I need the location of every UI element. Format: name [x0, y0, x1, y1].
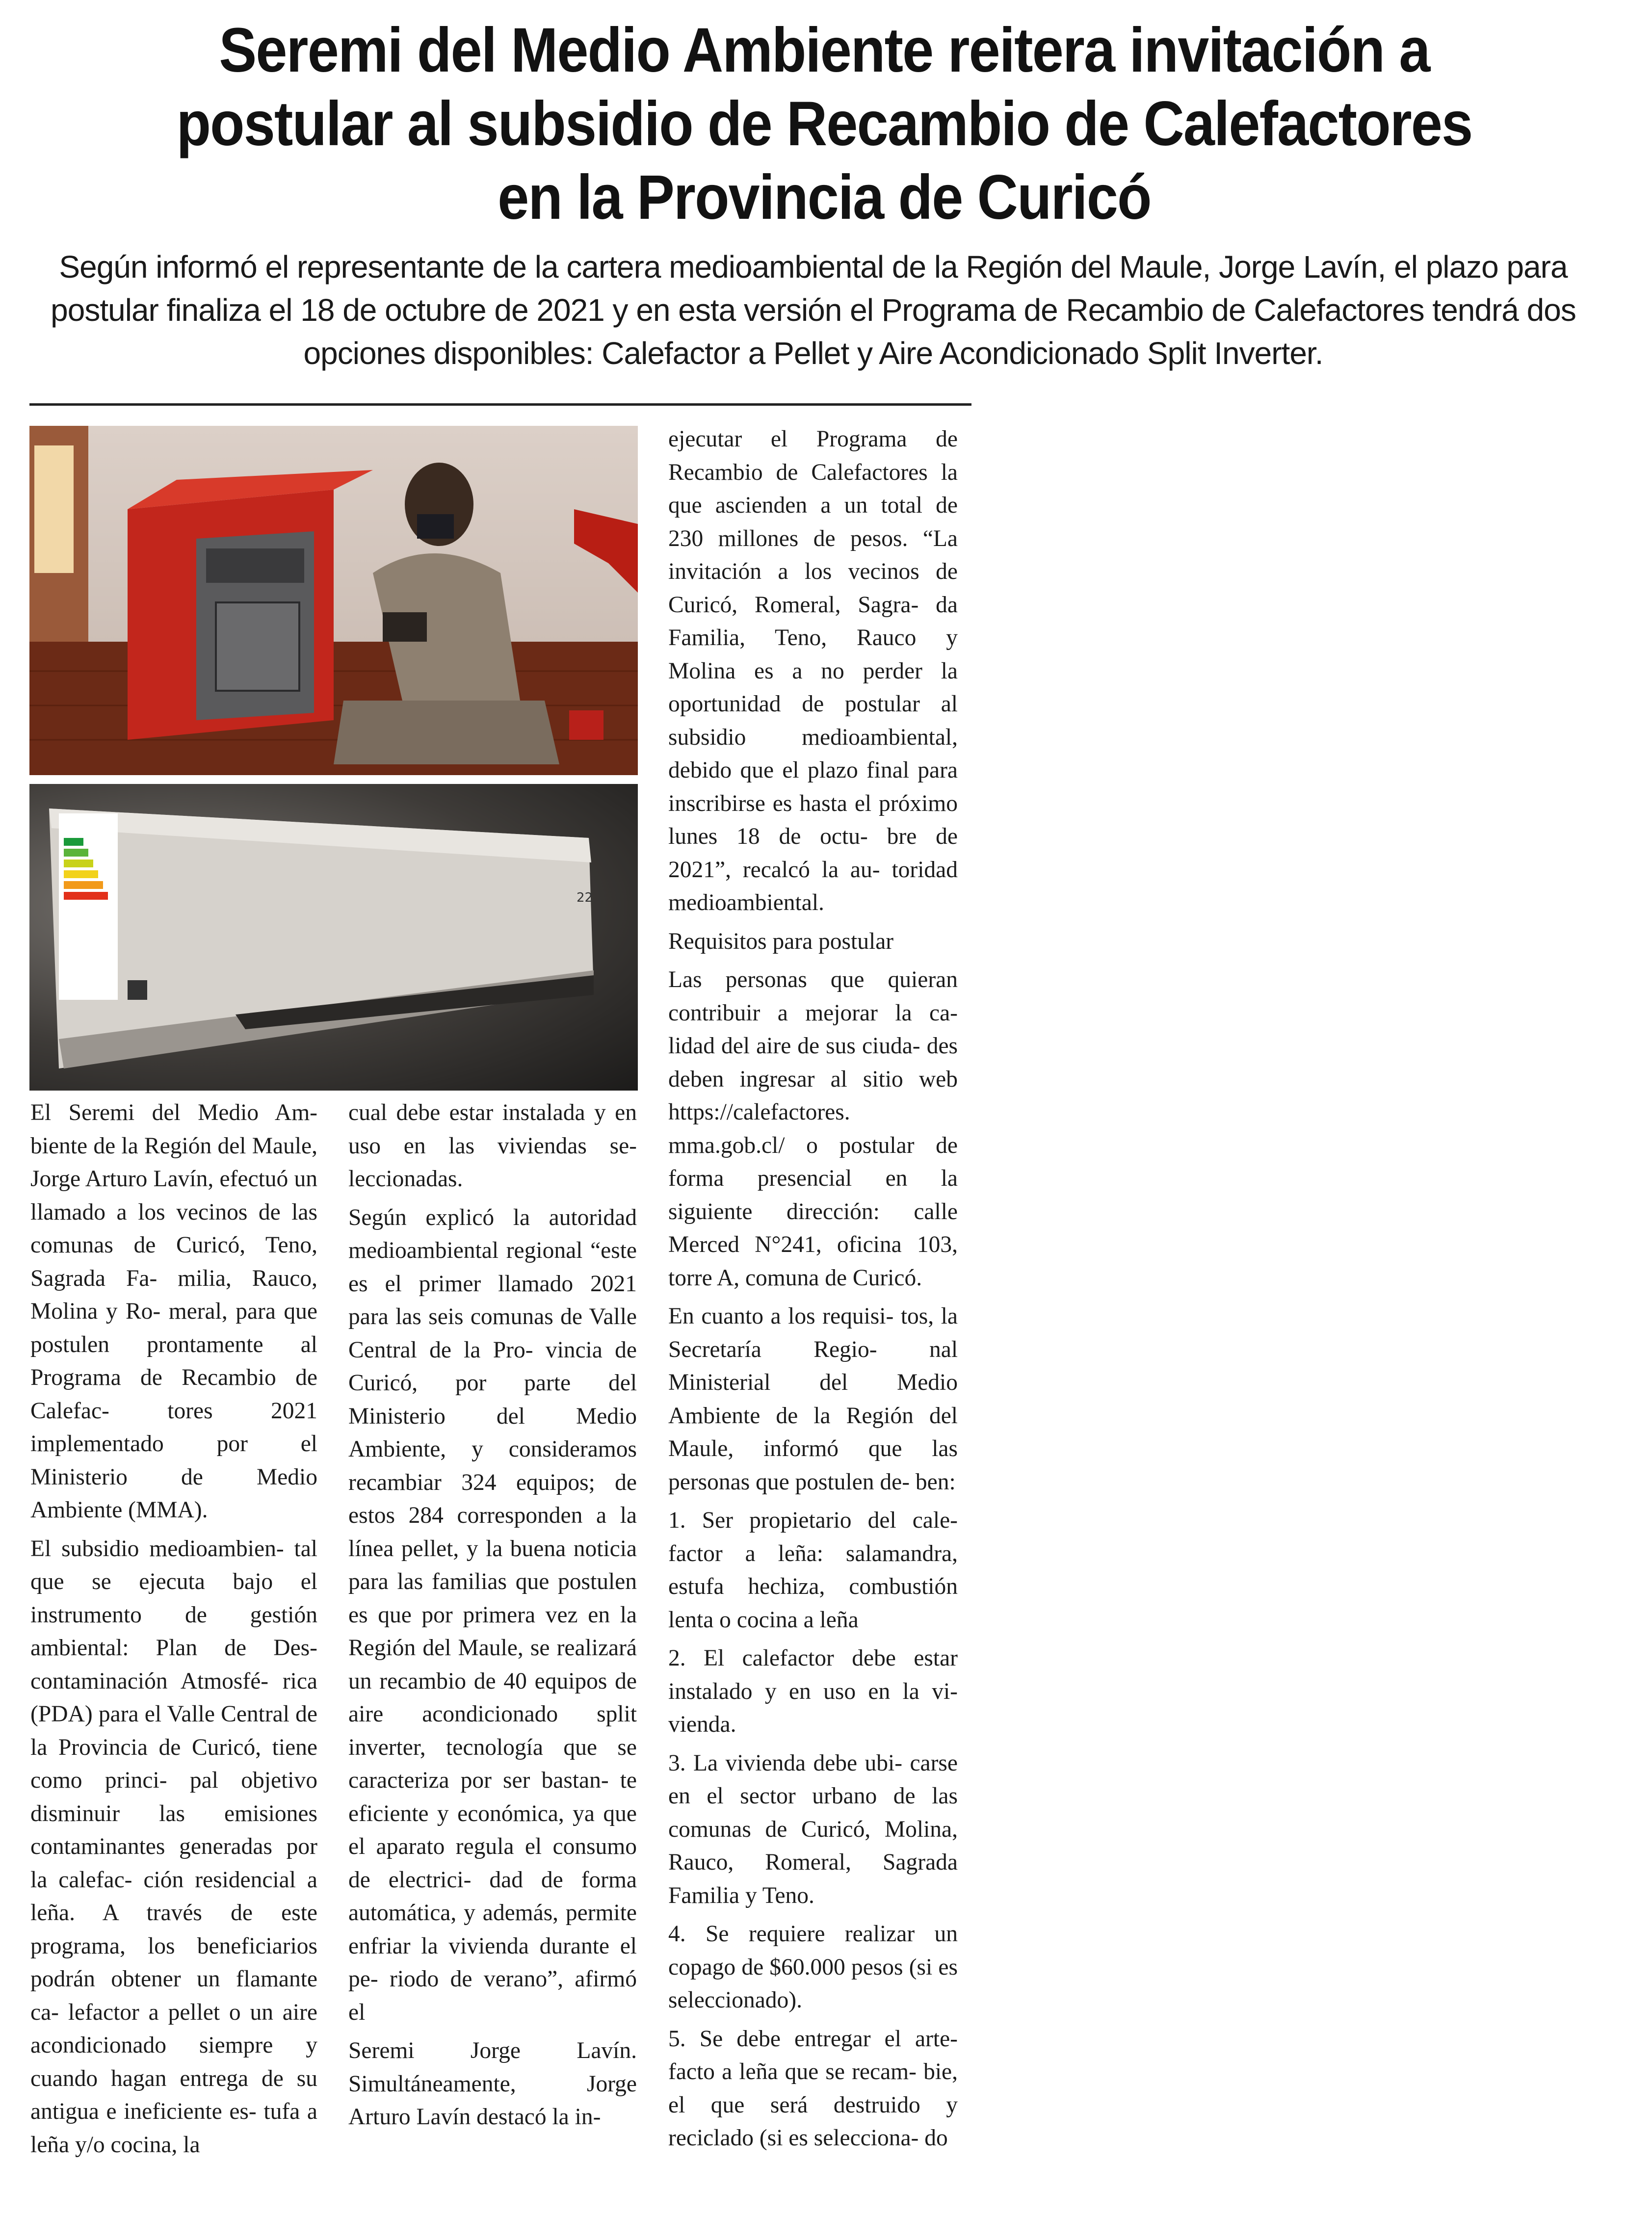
divider-rule	[29, 403, 971, 406]
subheadline-line: opciones disponibles: Calefactor a Pellet y Aire Acondicionado Split Inverter.	[303, 336, 1323, 371]
requirement-item: 1. Ser propietario del cale- factor a leña: salamandra, estufa hechiza, combustión lenta o cocina a leña	[668, 1508, 958, 1633]
air-conditioner-photo	[29, 784, 638, 1091]
requirement-item: 3. La vivienda debe ubi- carse en el sector urbano de las comunas de Curicó, Molina, Rauco, Romeral, Sagrada Familia y Teno.	[668, 1750, 958, 1908]
paragraph: El subsidio medioambien- tal que se ejecuta bajo el instrumento de gestión ambiental: Plan de Des- contaminación Atmosfé- rica (PDA) para el Valle Central de la Provincia de Curicó, tiene como princi- pal objetivo disminuir las emisiones contaminantes generadas por la calefac- ción residencial a leña. A través de este programa, los beneficiarios podrán obtener un flamante ca- lefactor a pellet o un aire acondicionado siempre y cuando hagan entrega de su antigua e ineficiente es- tufa a leña y/o cocina, la	[30, 1536, 318, 2158]
subheadline	[27, 245, 1600, 375]
paragraph: Las personas que quieran contribuir a mejorar la ca- lidad del aire de sus ciuda- des deben ingresar al sitio web https://calefactores. mma.gob.cl/ o postular de forma presencial en la siguiente dirección: calle Merced N°241, oficina 103, torre A, comuna de Curicó.	[668, 967, 958, 1291]
svg-text:22: 22	[577, 890, 593, 905]
air-conditioner-illustration	[29, 784, 638, 1091]
headline-line: postular al subsidio de Recambio de Calefactores	[176, 89, 1472, 159]
paragraph: cual debe estar instalada y en uso en las viviendas se- leccionadas.	[348, 1100, 637, 1192]
paragraph: Seremi Jorge Lavín. Simultáneamente, Jorge Arturo Lavín destacó la in-	[348, 2038, 637, 2130]
paragraph: El Seremi del Medio Am- biente de la Región del Maule, Jorge Arturo Lavín, efectuó un llamado a los vecinos de las comunas de Curicó, Teno, Sagrada Fa- milia, Rauco, Molina y Ro- meral, para que postulen prontamente al Programa de Recambio de Calefac- tores 2021 implementado por el Ministerio de Medio Ambiente (MMA).	[30, 1100, 318, 1523]
article-column-1	[30, 1096, 317, 2162]
pellet-stove-photo	[29, 426, 638, 775]
headline-line: en la Provincia de Curicó	[498, 162, 1151, 233]
paragraph: ejecutar el Programa de Recambio de Calefactores la que ascienden a un total de 230 millones de pesos. “La invitación a los vecinos de Curicó, Romeral, Sagra- da Familia, Teno, Rauco y Molina es a no perder la oportunidad de postular al subsidio medioambiental, debido que el plazo final para inscribirse es hasta el próximo lunes 18 de octu- bre de 2021”, recalcó la au- toridad medioambiental.	[668, 426, 958, 915]
article-column-3	[668, 423, 958, 2155]
subheadline-line: Según informó el representante de la cartera medioambiental de la Región del Maule, Jorge Lavín, el plazo para	[59, 249, 1568, 285]
requirement-item: 2. El calefactor debe estar instalado y en uso en la vi- vienda.	[668, 1645, 958, 1737]
headline	[118, 14, 1531, 235]
paragraph: Según explicó la autoridad medioambiental regional “este es el primer llamado 2021 para las seis comunas de Valle Central de la Pro- vincia de Curicó, por parte del Ministerio del Medio Ambiente, y consideramos recambiar 324 equipos; de estos 284 corresponden a la línea pellet, y la buena noticia para las familias que postulen es que por primera vez en la Región del Maule, se realizará un recambio de 40 equipos de aire acondicionado split inverter, tecnología que se caracteriza por ser bastan- te eficiente y económica, ya que el aparato regula el consumo de electrici- dad de forma automática, y además, permite enfriar la vivienda durante el pe- riodo de verano”, afirmó el	[348, 1204, 637, 2025]
article-column-2	[348, 1096, 637, 2134]
headline-line: Seremi del Medio Ambiente reitera invitación a	[219, 15, 1430, 85]
pellet-stove-illustration	[29, 426, 638, 775]
requirement-item: 5. Se debe entregar el arte- facto a leña que se recam- bie, el que será destruido y reciclado (si es selecciona- do	[668, 2026, 958, 2151]
subheadline-line: postular finaliza el 18 de octubre de 2021 y en esta versión el Programa de Recambio de Calefactores tendrá dos	[51, 292, 1576, 328]
requirement-item: 4. Se requiere realizar un copago de $60.000 pesos (si es seleccionado).	[668, 1921, 958, 2013]
section-subheading: Requisitos para postular	[668, 928, 894, 954]
paragraph: En cuanto a los requisi- tos, la Secretaría Regio- nal Ministerial del Medio Ambiente de la Región del Maule, informó que las personas que postulen de- ben:	[668, 1303, 958, 1495]
